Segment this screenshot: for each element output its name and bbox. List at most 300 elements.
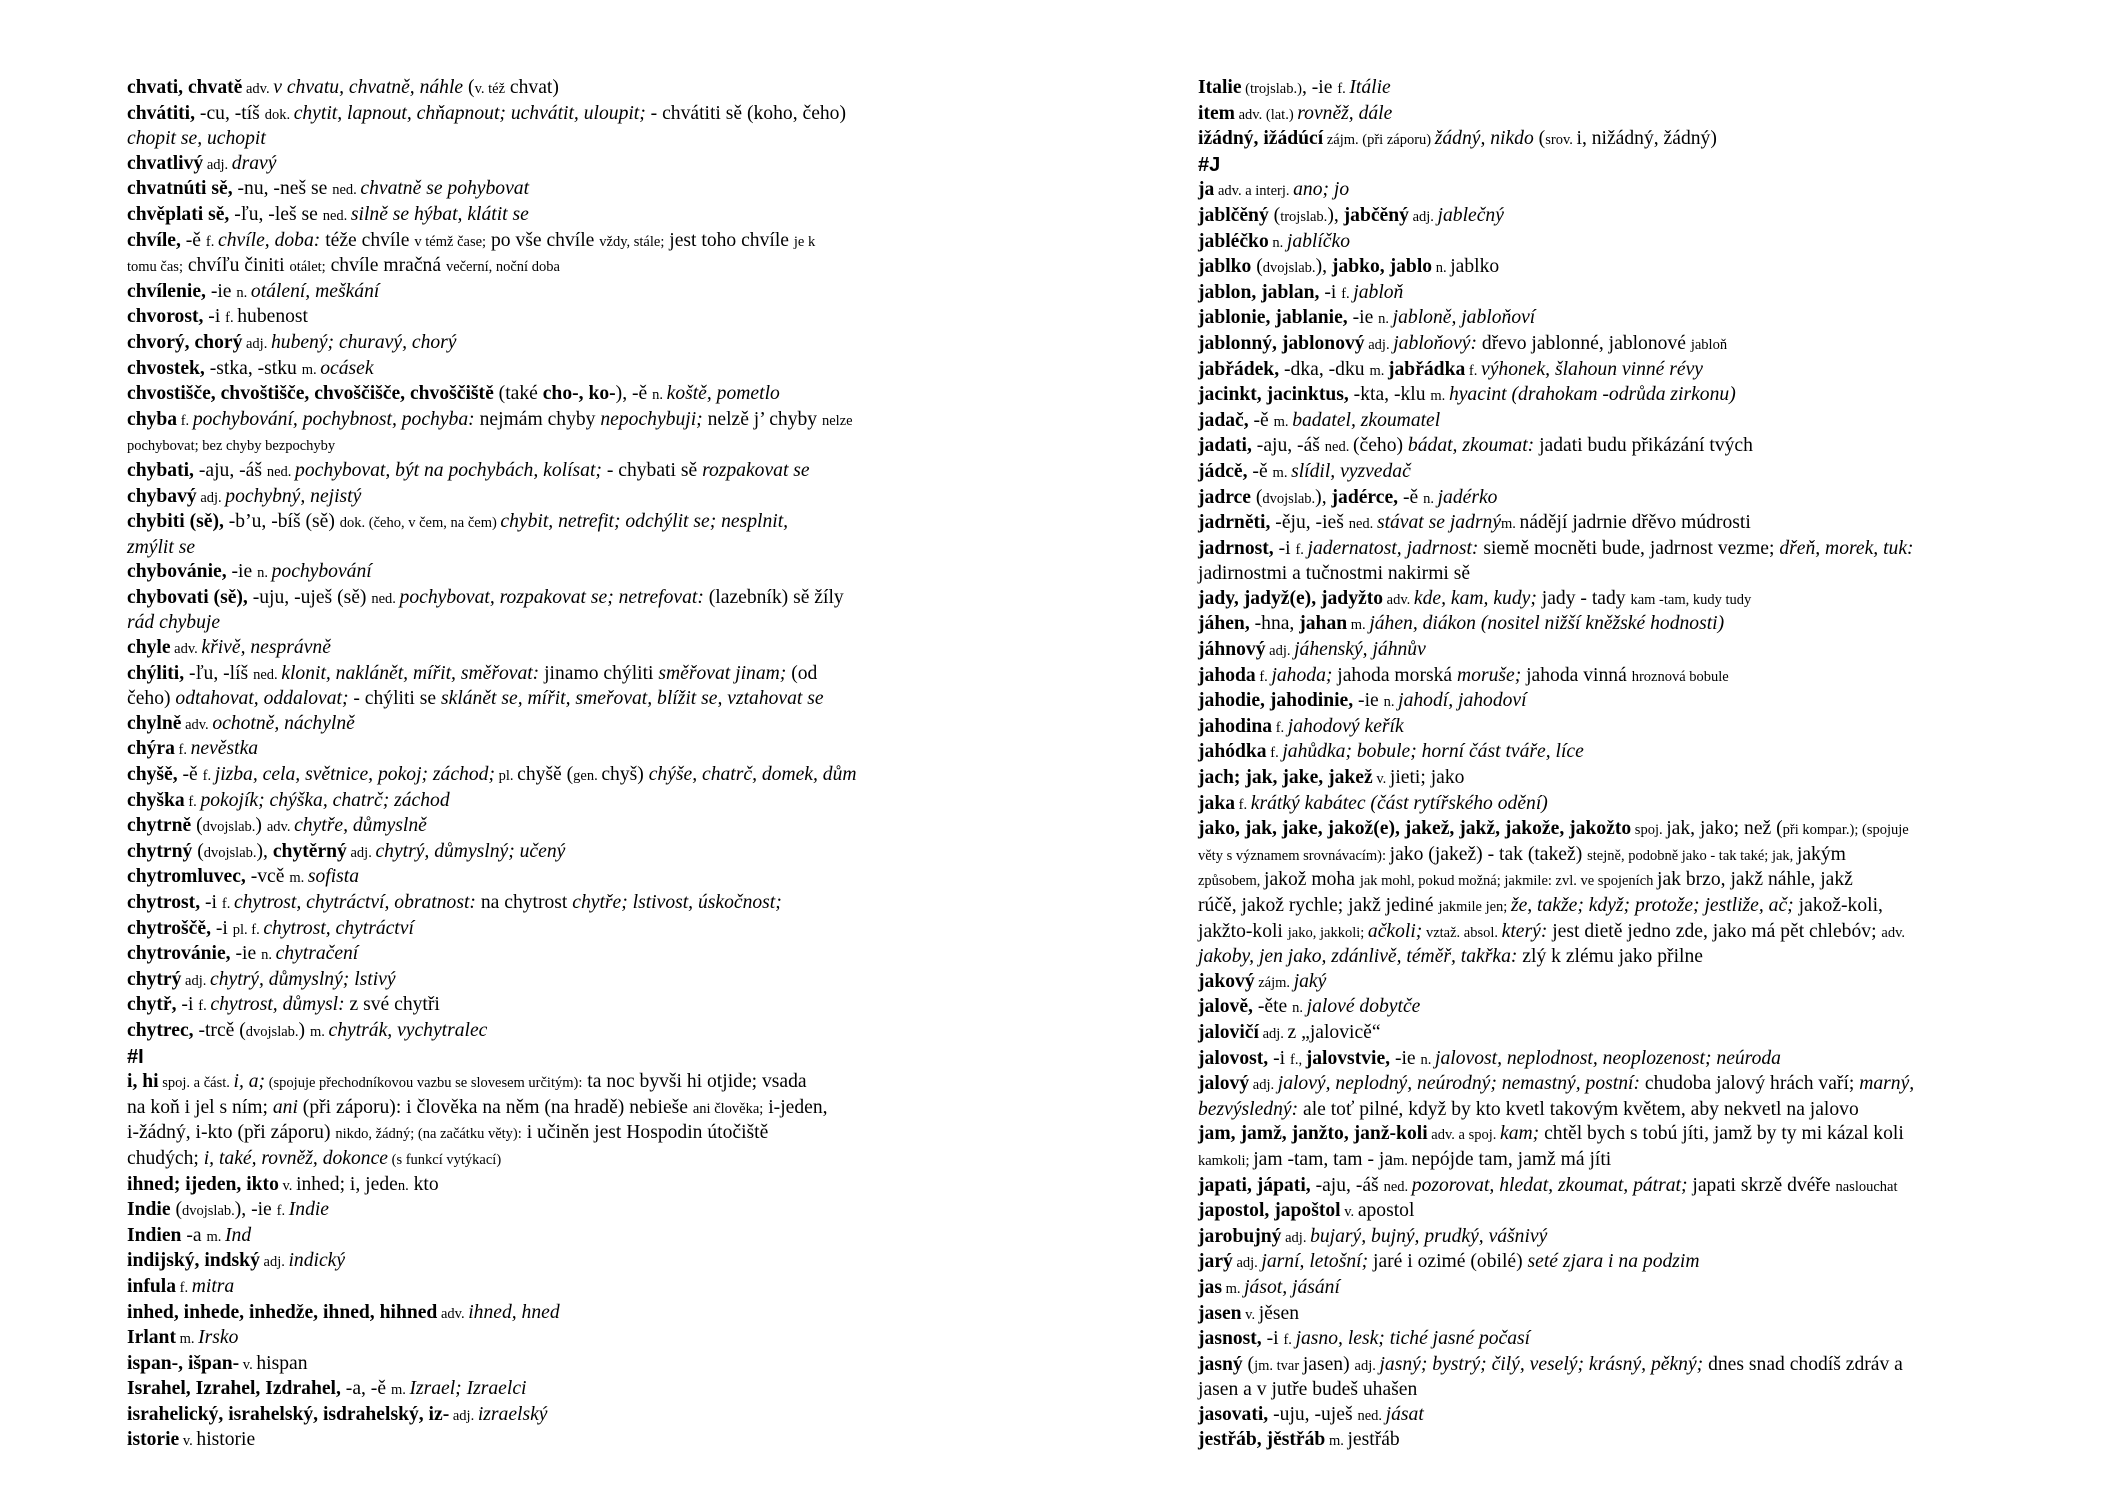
entry-text: zájm. (při záporu) <box>1323 132 1435 149</box>
headword: jablon, jablan, <box>1198 281 1320 303</box>
entry-text: Ind <box>225 1224 252 1246</box>
entry-text: jěsen <box>1258 1302 1299 1324</box>
entry-text: pochybovat; bez chyby bezpochyby <box>127 438 336 455</box>
entry-text: dvojslab. <box>202 819 256 836</box>
entry-text: pl. f. <box>232 921 264 938</box>
entry-text: indický <box>288 1250 346 1272</box>
dictionary-line <box>127 891 957 917</box>
entry-text: ned. <box>1348 516 1377 533</box>
dictionary-line <box>127 1403 957 1429</box>
entry-text: adj. <box>1258 1025 1288 1042</box>
entry-text: f. <box>176 1279 192 1296</box>
headword: jarobujný <box>1198 1225 1282 1247</box>
entry-text: hispan <box>256 1352 308 1374</box>
section-letter: #J <box>1198 153 1221 176</box>
entry-text: -ie <box>1390 1047 1421 1069</box>
headword: chvatnúti sě, <box>127 178 233 200</box>
dictionary-line <box>127 560 957 586</box>
dictionary-line <box>127 1352 957 1378</box>
entry-text: adj. <box>1364 336 1394 353</box>
dictionary-line <box>127 76 957 102</box>
entry-text: zmýlit se <box>127 536 196 558</box>
entry-text: nejmám chyby <box>474 408 601 430</box>
entry-text: n. <box>261 947 276 964</box>
headword: jestřáb, jěstřáb <box>1198 1429 1326 1451</box>
dictionary-line <box>1198 894 2028 920</box>
headword: jalový <box>1198 1073 1250 1095</box>
entry-text: klonit, naklánět, mířit, směřovat: <box>281 662 540 684</box>
headword: Irlant <box>127 1327 176 1349</box>
headword: jasen <box>1198 1302 1242 1324</box>
entry-text: chytrost, důmysl: <box>210 994 345 1016</box>
entry-text: kde, kam, kudy; <box>1413 587 1537 609</box>
dictionary-line <box>1198 127 2028 153</box>
dictionary-line <box>1198 817 2028 843</box>
dictionary-line <box>1198 1072 2028 1098</box>
entry-text: ), -ie <box>234 1199 277 1221</box>
entry-text: na chytrost <box>475 892 573 913</box>
entry-text: i, a; <box>233 1071 266 1093</box>
headword: istorie <box>127 1429 180 1451</box>
entry-text: jablíčko <box>1286 230 1350 252</box>
entry-text: jest dietě jedno zde, jako má pět chlebóv; <box>1547 920 1882 942</box>
entry-text: -uju, -uješ (sě) <box>247 586 372 608</box>
entry-text: chytrost, chytráctví <box>263 917 414 939</box>
dictionary-line <box>1198 766 2028 792</box>
entry-text: -ie <box>1347 307 1379 329</box>
dictionary-line <box>1198 868 2028 894</box>
entry-text: je k <box>793 233 816 250</box>
dictionary-line <box>127 1249 957 1275</box>
entry-text: adj. <box>181 972 211 989</box>
entry-text: m. <box>1325 1433 1348 1450</box>
entry-text: -ě <box>1248 409 1274 431</box>
entry-text: stávat se jadrný <box>1376 512 1502 534</box>
dictionary-line <box>127 1377 957 1403</box>
headword: chytěrný <box>272 840 347 862</box>
entry-text: trojslab. <box>1280 208 1328 225</box>
headword: ispan-, išpan- <box>127 1352 240 1374</box>
entry-text: jakmile jen; <box>1438 899 1511 915</box>
dictionary-line <box>1198 1122 2028 1148</box>
entry-text: bezvýsledný: <box>1198 1098 1299 1120</box>
entry-text: dřevo jablonné, jablonové <box>1477 332 1691 354</box>
entry-text: dvojslab. <box>203 844 257 861</box>
entry-text: f., <box>1289 1051 1306 1068</box>
entry-text: rozpakovat se <box>702 459 810 481</box>
headword: chyška <box>127 789 185 811</box>
entry-text: jizba, cela, světnice, pokoj; záchod; <box>214 764 495 786</box>
entry-text: adj. <box>1408 208 1438 225</box>
entry-text: hroznová bobule <box>1631 668 1729 685</box>
dictionary-line <box>1198 1199 2028 1225</box>
headword: chytrný <box>127 840 193 862</box>
entry-text: f. <box>1295 541 1308 558</box>
entry-text: adj. <box>1249 1077 1278 1094</box>
dictionary-line <box>127 536 957 561</box>
dictionary-line <box>127 814 957 840</box>
entry-text: že, takže; když; protože; jestliže, ač; <box>1510 895 1794 916</box>
entry-text: jakož-koli, <box>1793 895 1883 916</box>
entry-text: -ě <box>1398 486 1424 508</box>
entry-text: jestřáb <box>1347 1429 1400 1451</box>
entry-text: chtěl bych s tobú jíti, jamž by ty mi kázal koli <box>1539 1123 1904 1145</box>
entry-text: m. <box>1369 362 1388 379</box>
dictionary-line <box>1198 587 2028 613</box>
entry-text: m. <box>1393 1152 1412 1169</box>
entry-text: f. <box>221 896 234 912</box>
headword: ihned; ijeden, ikto <box>127 1173 279 1195</box>
entry-text: adj. <box>1281 1229 1311 1246</box>
entry-text: jakžto-koli <box>1198 920 1288 942</box>
entry-text: chudých; <box>127 1147 204 1169</box>
dictionary-line <box>1198 1353 2028 1379</box>
entry-text: jásat <box>1385 1403 1424 1425</box>
headword: ižádný, ižádúcí <box>1198 128 1324 150</box>
dictionary-line <box>127 662 957 688</box>
headword: jako, jak, jake, jakož(e), jakež, jakž, jakože, jakožto <box>1198 818 1632 840</box>
entry-text: m. <box>1273 413 1293 430</box>
entry-text: jadati budu přikázání tvých <box>1534 435 1753 457</box>
entry-text: dravý <box>231 152 277 174</box>
entry-text: chytrost, chytráctví, obratnost: <box>233 892 476 913</box>
dictionary-line <box>127 763 957 789</box>
dictionary-line <box>1198 792 2028 818</box>
entry-text: f. <box>1337 81 1350 97</box>
section-heading <box>1198 153 2028 179</box>
entry-text: v. <box>239 1356 257 1373</box>
entry-text: ani člověka; <box>692 1100 764 1117</box>
headword: chybovánie, <box>127 561 227 583</box>
headword: jalovstvie, <box>1305 1047 1391 1069</box>
entry-text: výhonek, šlahoun vinné révy <box>1481 358 1703 380</box>
entry-text: chvat) <box>505 77 559 98</box>
entry-text: ta noc byvši hi otjide; vsada <box>582 1071 807 1093</box>
entry-text: chytračení <box>275 943 359 965</box>
headword: jadrce <box>1198 486 1251 508</box>
headword: jadérce, <box>1331 486 1399 508</box>
headword: chybavý <box>127 485 197 507</box>
dictionary-line <box>1198 281 2028 307</box>
dictionary-line <box>127 408 957 434</box>
entry-text: m. <box>206 1228 226 1245</box>
entry-text: -ie <box>230 943 262 965</box>
dictionary-line <box>127 510 957 536</box>
entry-text: rúčě, jakož rychle; jakž jediné <box>1198 895 1439 916</box>
entry-text: chvatně se pohybovat <box>360 178 530 200</box>
dictionary-line <box>127 177 957 203</box>
dictionary-line <box>127 712 957 738</box>
entry-text: adj. <box>1232 1255 1262 1272</box>
entry-text: f. <box>225 310 238 327</box>
entry-text: rád chybuje <box>127 612 221 634</box>
entry-text: jak, jako; než ( <box>1666 818 1783 840</box>
dictionary-line <box>1198 715 2028 741</box>
dictionary-line <box>127 737 957 763</box>
entry-text: bádat, zkoumat: <box>1407 435 1535 457</box>
entry-text: v. <box>1372 771 1390 788</box>
entry-text: m. <box>1221 1280 1245 1297</box>
entry-text: v témž čase; <box>414 233 487 250</box>
headword: jahódka <box>1198 741 1267 763</box>
dictionary-line <box>1198 434 2028 460</box>
entry-text: jakoby, jen jako, zdánlivě, téměř, takřka: <box>1198 946 1518 968</box>
headword: chvostišče, chvoštišče, chvoščišče, chvoščiště <box>127 383 494 405</box>
entry-text: (s funkcí vytýkací) <box>388 1151 502 1168</box>
entry-text: ) <box>298 1019 310 1041</box>
entry-text: Izrael; Izraelci <box>409 1378 527 1400</box>
headword: chvatlivý <box>127 152 204 174</box>
dictionary-line <box>1198 1148 2028 1174</box>
entry-text: pokojík; chýška, chatrč; záchod <box>200 789 450 811</box>
entry-text: krátký kabátec (část rytířského odění) <box>1250 792 1548 814</box>
entry-text: pochybovat, rozpakovat se; netrefovat: <box>399 586 704 608</box>
entry-text: adv. <box>242 81 274 97</box>
dictionary-line <box>127 102 957 128</box>
headword: jalovičí <box>1198 1021 1259 1043</box>
dictionary-line <box>127 229 957 255</box>
entry-text: -i <box>200 892 222 913</box>
dictionary-line <box>1198 255 2028 281</box>
dictionary-line <box>1198 306 2028 332</box>
entry-text: i, také, rovněž, dokonce <box>203 1147 388 1169</box>
entry-text: adv. <box>181 716 213 733</box>
entry-text: ( <box>191 815 203 837</box>
entry-text: (také <box>493 383 543 405</box>
entry-text: čeho) <box>127 688 176 710</box>
entry-text: ), -ě <box>615 383 653 405</box>
entry-text: -aju, -áš <box>193 459 267 481</box>
entry-text: n. <box>1432 260 1451 277</box>
entry-text: otálení, meškání <box>250 280 380 302</box>
entry-text: jasen a v jutře budeš uhašen <box>1198 1379 1418 1401</box>
headword: indijský, indský <box>127 1250 260 1272</box>
dictionary-line <box>127 687 957 712</box>
entry-text: ned. <box>332 182 361 199</box>
entry-text: naslouchat <box>1835 1178 1898 1195</box>
headword: chytř, <box>127 994 177 1016</box>
dictionary-line <box>127 1275 957 1301</box>
dictionary-line <box>127 917 957 943</box>
headword: jablonný, jablonový <box>1198 332 1365 354</box>
entry-text: (lazebník) sě žíly <box>703 586 844 608</box>
entry-text: nádějí jadrnie dřěvo múdrosti <box>1519 512 1751 534</box>
dictionary-line <box>127 586 957 612</box>
dictionary-line <box>1198 1276 2028 1302</box>
entry-text: spoj. <box>1631 822 1667 839</box>
entry-text: n. <box>1378 311 1393 328</box>
dictionary-line <box>1198 612 2028 638</box>
headword: chytromluvec, <box>127 866 246 888</box>
entry-text: způsobem, <box>1198 873 1265 890</box>
entry-text: ale toť pilné, když by kto kvetl takovým květem, aby nekvetl na jalovo <box>1298 1098 1859 1120</box>
dictionary-line <box>127 331 957 357</box>
entry-text: m. <box>309 1023 329 1040</box>
entry-text: jásot, jásání <box>1244 1276 1340 1298</box>
entry-text: jakož moha <box>1264 869 1360 891</box>
entry-text: - chvátiti sě (koho, čeho) <box>645 102 847 124</box>
entry-text: adv. <box>266 819 295 836</box>
entry-text: jahůdka; bobule; horní část tváře, líce <box>1282 741 1584 763</box>
entry-text: jakým <box>1796 843 1846 865</box>
entry-text: ned. <box>1324 439 1353 456</box>
entry-text: z své chytři <box>344 994 440 1016</box>
headword: chýra <box>127 738 175 760</box>
entry-text: jadirnostmi a tučnostmi nakirmi sě <box>1198 563 1471 585</box>
entry-text: adj. <box>259 1254 289 1271</box>
entry-text: -ě <box>180 229 206 251</box>
entry-text: vztaž. absol. <box>1422 924 1502 941</box>
headword: infula <box>127 1275 177 1297</box>
entry-text: který: <box>1501 920 1548 942</box>
entry-text: jaký <box>1293 970 1327 992</box>
dictionary-line <box>1198 1403 2028 1429</box>
entry-text: Itálie <box>1349 77 1391 98</box>
entry-text: chyš) <box>601 764 649 786</box>
dictionary-line <box>1198 230 2028 256</box>
entry-text: dnes snad chodíš zdráv a <box>1703 1353 1903 1375</box>
headword: Indien <box>127 1224 182 1246</box>
entry-text: jest toho chvíle <box>664 229 794 251</box>
entry-text: večerní, noční doba <box>445 259 560 276</box>
entry-text: chytrý, důmyslný; lstivý <box>210 968 396 990</box>
entry-text: n. <box>1268 234 1287 251</box>
entry-text: i, nižádný, žádný) <box>1576 128 1717 150</box>
entry-text: nikdo, žádný; (na začátku věty): <box>335 1126 522 1143</box>
entry-text: izraelský <box>477 1403 548 1425</box>
headword: jahodie, jahodinie, <box>1198 690 1354 712</box>
entry-text: -ie <box>1353 690 1384 712</box>
entry-text: ochotně, náchylně <box>212 712 355 734</box>
entry-text: adj. <box>242 335 271 352</box>
entry-text: Irsko <box>198 1327 239 1349</box>
entry-text: apostol <box>1357 1200 1415 1222</box>
entry-text: spoj. a část. <box>158 1075 234 1092</box>
entry-text: jalové dobytče <box>1306 996 1421 1018</box>
entry-text: nelzě j’ chyby <box>702 408 822 430</box>
headword: jady, jadyž(e), jadyžto <box>1198 587 1384 609</box>
headword: japati, jápati, <box>1198 1174 1311 1196</box>
entry-text: jako (jakež) - tak (takež) <box>1389 843 1588 865</box>
entry-text: bujarý, bujný, prudký, vášnivý <box>1310 1225 1548 1247</box>
entry-text: adv. <box>1881 924 1906 941</box>
dictionary-line <box>1198 995 2028 1021</box>
entry-text: nepójde tam, jamž má jíti <box>1411 1148 1612 1170</box>
entry-text: jáhen, diákon (nositel nižší kněžské hodnosti) <box>1369 613 1725 635</box>
entry-text: jak brzo, jakž náhle, jakž <box>1657 869 1853 891</box>
headword: jaka <box>1198 792 1236 814</box>
entry-text: f. <box>1266 745 1283 762</box>
headword: chytroščě, <box>127 917 211 939</box>
headword: jacinkt, jacinktus, <box>1198 384 1349 406</box>
dictionary-line <box>1198 689 2028 715</box>
entry-text: slídil, vyzvedač <box>1291 460 1411 482</box>
headword: chylně <box>127 712 182 734</box>
entry-text: adj. <box>1265 643 1295 660</box>
dictionary-line <box>127 840 957 866</box>
entry-text: f. <box>177 412 193 429</box>
entry-text: srov. <box>1545 132 1577 149</box>
headword: jahoda <box>1198 664 1256 686</box>
dictionary-line <box>1198 1327 2028 1353</box>
dictionary-line <box>127 1121 957 1147</box>
entry-text: pochybovat, být na pochybách, kolísat; <box>295 459 602 481</box>
entry-text: tomu čas; <box>127 259 183 276</box>
entry-text: i-jeden, <box>763 1096 828 1118</box>
entry-text: chopit se, uchopit <box>127 128 266 150</box>
entry-text: chytit, lapnout, chňapnout; uchvátit, uloupit; <box>293 102 646 124</box>
dictionary-line <box>127 1096 957 1122</box>
entry-text: -hna, <box>1249 613 1300 635</box>
dictionary-line <box>127 1147 957 1173</box>
headword: jalovost, <box>1198 1047 1269 1069</box>
entry-text: chytrák, vychytralec <box>328 1019 488 1041</box>
entry-text: ned. <box>322 207 351 224</box>
entry-text: -trcě ( <box>193 1019 246 1041</box>
headword: jablčěný <box>1198 204 1269 226</box>
entry-text: rovněž, dále <box>1297 102 1393 124</box>
entry-text: ned. <box>253 666 282 683</box>
dictionary-line <box>1198 1250 2028 1276</box>
entry-text: ned. <box>1357 1407 1386 1424</box>
entry-text: v. <box>179 1433 197 1450</box>
entry-text: n. <box>257 565 272 582</box>
entry-text: jabloň <box>1353 281 1404 303</box>
entry-text: (při záporu): i člověka na něm (na hradě) nebieše <box>297 1096 693 1118</box>
headword: jádcě, <box>1198 460 1248 482</box>
headword: chybati, <box>127 459 194 481</box>
entry-text: adv. <box>437 1305 469 1322</box>
entry-text: odtahovat, oddalovat; <box>175 688 349 710</box>
entry-text: , -ie <box>1301 77 1338 98</box>
dictionary-line <box>1198 178 2028 204</box>
entry-text: f. <box>198 998 211 1015</box>
dictionary-line <box>1198 945 2028 970</box>
entry-text: -aju, -áš <box>1310 1174 1384 1196</box>
entry-text: pochybování <box>271 561 372 583</box>
entry-text: ), <box>1315 486 1332 508</box>
entry-text: dvojslab. <box>1262 260 1316 277</box>
headword: chytrý <box>127 968 182 990</box>
headword: chvátiti, <box>127 102 196 124</box>
entry-text: m. <box>175 1331 199 1348</box>
entry-text: m. <box>301 361 321 378</box>
entry-text: silně se hýbat, klátit se <box>350 203 529 225</box>
entry-text: -b’u, -bíš (sě) <box>223 511 340 533</box>
entry-text: (čeho, v čem, na čem) <box>368 515 501 532</box>
entry-text: zájm. <box>1254 974 1294 991</box>
dictionary-line <box>127 254 957 280</box>
entry-text: z „jalovicě“ <box>1287 1021 1381 1043</box>
dictionary-line <box>1198 664 2028 690</box>
entry-text: dok. <box>264 106 294 123</box>
entry-text: chyšě ( <box>517 764 574 786</box>
headword: Indie <box>127 1199 171 1221</box>
entry-text: chvíle, doba: <box>218 229 321 251</box>
dictionary-line <box>127 382 957 408</box>
dictionary-line <box>1198 1021 2028 1047</box>
headword: chytrně <box>127 815 192 837</box>
dictionary-line <box>1198 970 2028 996</box>
entry-text: křivě, nesprávně <box>201 637 331 659</box>
dictionary-line <box>1198 511 2028 537</box>
entry-text: Indie <box>288 1199 330 1221</box>
entry-text: japati skrzě dvéře <box>1687 1174 1836 1196</box>
entry-text: i učiněn jest Hospodin útočiště <box>521 1122 769 1144</box>
entry-text: ani <box>272 1096 298 1118</box>
entry-text: jinamo chýliti <box>539 662 659 684</box>
dictionary-line <box>127 865 957 891</box>
